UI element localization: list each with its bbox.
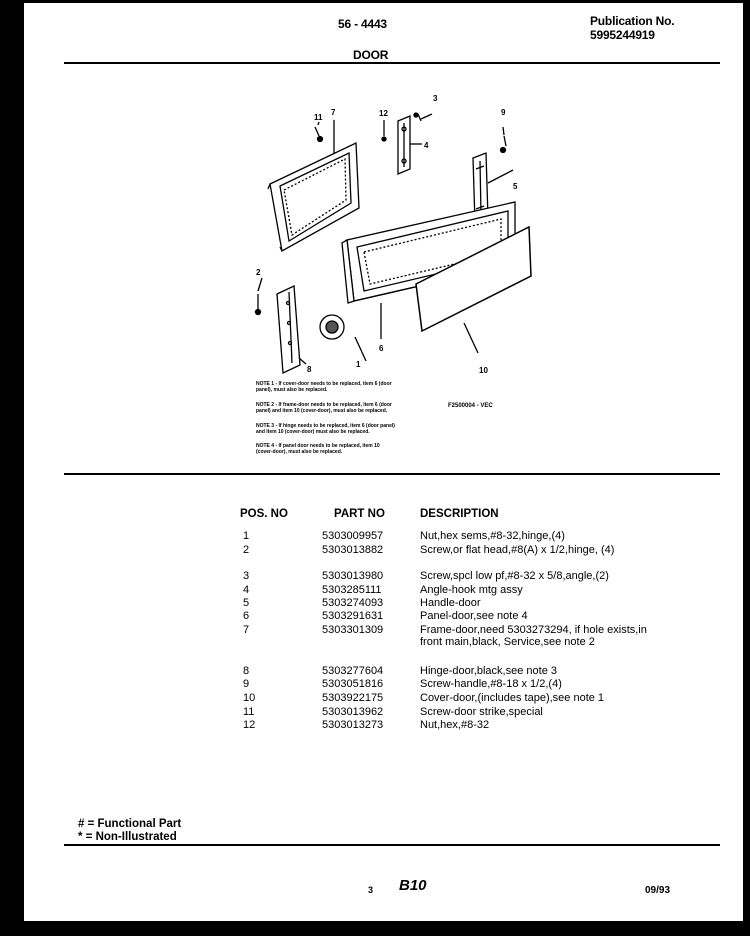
note-1: NOTE 1 - If cover-door needs to be replaced, item 6 (door panel), must also be replaced.: [256, 381, 392, 393]
pos-number: 9: [243, 678, 250, 690]
section-code: B10: [399, 877, 427, 894]
table-row: [24, 692, 724, 705]
part-description: Handle-door: [420, 597, 481, 609]
parts-page: [24, 3, 743, 921]
part-description: Panel-door,see note 4: [420, 610, 528, 622]
publication-label: Publication No.: [590, 14, 675, 28]
note-4: NOTE 4 - If panel door needs to be replaced, item 10 (cover-door), must also be replaced.: [256, 443, 380, 455]
pos-number: 12: [243, 719, 256, 731]
pos-number: 5: [243, 597, 250, 609]
callout-1: 1: [356, 360, 361, 369]
col-header-pos: POS. NO: [240, 508, 288, 520]
pos-number: 7: [243, 624, 250, 636]
part-description: Screw,or flat head,#8(A) x 1/2,hinge, (4): [420, 544, 615, 556]
table-row: [24, 665, 724, 678]
callout-5: 5: [513, 182, 518, 191]
part-description: Hinge-door,black,see note 3: [420, 665, 557, 677]
pos-number: 2: [243, 544, 250, 556]
pos-number: 4: [243, 584, 250, 596]
publication-number: 5995244919: [590, 28, 655, 42]
part-number: 5303013980: [322, 570, 384, 582]
legend-functional: # = Functional Part: [78, 818, 182, 830]
table-row: [24, 544, 724, 557]
part-number: 5303285111: [322, 584, 382, 596]
part-number: 5303301309: [322, 624, 384, 636]
callout-4: 4: [424, 141, 429, 150]
part-number: 5303013273: [322, 719, 384, 731]
part-description: Nut,hex sems,#8-32,hinge,(4): [420, 530, 565, 542]
scan-margin: [0, 0, 24, 936]
callout-3: 3: [433, 94, 438, 103]
pos-number: 11: [243, 706, 255, 718]
model-number: 56 - 4443: [338, 17, 387, 31]
callout-8-6: 6: [379, 344, 384, 353]
callout-10: 10: [479, 366, 488, 375]
callout-9: 9: [501, 108, 506, 117]
part-number: 5303922175: [322, 692, 384, 704]
table-row: [24, 597, 724, 610]
part-description: Frame-door,need 5303273294, if hole exists,in front main,black, Service,see note 2: [420, 624, 647, 648]
part-number: 5303013962: [322, 706, 384, 718]
part-description: Screw-handle,#8-18 x 1/2,(4): [420, 678, 562, 690]
part-description: Screw,spcl low pf,#8-32 x 5/8,angle,(2): [420, 570, 609, 582]
part-description: Screw-door strike,special: [420, 706, 543, 718]
page-number: 3: [368, 885, 374, 895]
part-description: Nut,hex,#8-32: [420, 719, 490, 731]
footer-rule: [64, 844, 720, 846]
part-description: Angle-hook mtg assy: [420, 584, 523, 596]
part-number: 5303013882: [322, 544, 384, 556]
callout-8: 8: [307, 365, 312, 374]
diagram-rule: [64, 473, 720, 475]
table-row: [24, 706, 724, 719]
table-row: [24, 678, 724, 691]
table-row: [24, 719, 724, 732]
callout-2: 2: [256, 268, 261, 277]
part-number: 5303051816: [322, 678, 384, 690]
col-header-desc: DESCRIPTION: [420, 508, 499, 520]
pos-number: 1: [243, 530, 250, 542]
part-number: 5303009957: [322, 530, 384, 542]
table-row: [24, 570, 724, 583]
table-row: [24, 624, 724, 648]
table-row: [24, 610, 724, 623]
revision-date: 09/93: [645, 885, 671, 896]
part-number: 5303277604: [322, 665, 384, 677]
callout-11: 11: [314, 113, 323, 122]
part-description: Cover-door,(includes tape),see note 1: [420, 692, 605, 704]
pos-number: 10: [243, 692, 256, 704]
table-row: [24, 530, 724, 543]
col-header-part: PART NO: [334, 508, 385, 520]
pos-number: 8: [243, 665, 250, 677]
pos-number: 3: [243, 570, 250, 582]
callout-7: 7: [331, 108, 336, 117]
section-title: DOOR: [353, 48, 389, 62]
legend-non-illustrated: * = Non-Illustrated: [78, 831, 177, 843]
figure-code: F2500004 - VEC: [448, 403, 493, 409]
note-2: NOTE 2 - If frame-door needs to be replaced, item 6 (door panel) and item 10 (cover-door), must also be replaced.: [256, 402, 392, 414]
part-number: 5303274093: [322, 597, 384, 609]
note-3: NOTE 3 - If hinge needs to be replaced, item 6 (door panel) and item 10 (cover-door) must also be replaced.: [256, 423, 395, 435]
part-number: 5303291631: [322, 610, 384, 622]
pos-number: 6: [243, 610, 250, 622]
callout-12: 12: [379, 109, 388, 118]
table-row: [24, 584, 724, 597]
